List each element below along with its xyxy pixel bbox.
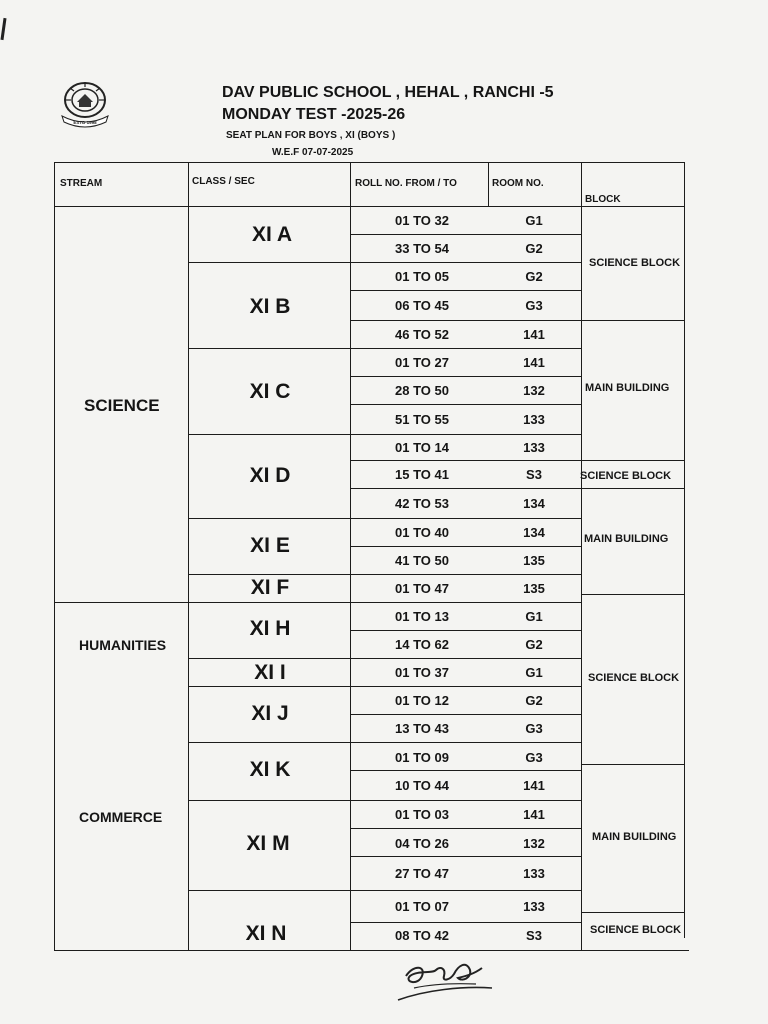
room-number: G3: [525, 298, 543, 313]
roll-range: 01 TO 14: [395, 440, 449, 455]
school-logo: [56, 78, 114, 128]
room-number: 132: [523, 383, 545, 398]
block-label: MAIN BUILDING: [584, 533, 669, 545]
roll-range: 01 TO 03: [395, 807, 449, 822]
block-label: MAIN BUILDING: [592, 831, 677, 843]
roll-range: 01 TO 37: [395, 665, 449, 680]
class-cell: XI H: [249, 617, 291, 640]
header-roll-no: ROLL NO. FROM / TO: [355, 178, 457, 189]
room-number: 141: [523, 807, 545, 822]
header-block: BLOCK: [585, 194, 621, 205]
room-number: 133: [523, 866, 545, 881]
roll-range: 51 TO 55: [395, 412, 449, 427]
room-number: 132: [523, 836, 545, 851]
roll-range: 01 TO 07: [395, 899, 449, 914]
logo-motto: ESTD 1998: [73, 120, 97, 125]
roll-range: 01 TO 13: [395, 609, 449, 624]
roll-range: 10 TO 44: [395, 778, 449, 793]
block-label: SCIENCE BLOCK: [580, 470, 672, 482]
room-number: S3: [526, 467, 542, 482]
stream-humanities: HUMANITIES: [79, 637, 167, 653]
class-cell: XI D: [249, 464, 291, 487]
seat-plan-subtitle: SEAT PLAN FOR BOYS , XI (BOYS ): [226, 130, 396, 141]
test-title: MONDAY TEST -2025-26: [222, 106, 406, 123]
page-edge-mark: [0, 18, 6, 40]
room-number: 141: [523, 327, 545, 342]
roll-range: 33 TO 54: [395, 241, 449, 256]
roll-range: 15 TO 41: [395, 467, 449, 482]
block-label: MAIN BUILDING: [585, 382, 670, 394]
roll-range: 04 TO 26: [395, 836, 449, 851]
roll-range: 41 TO 50: [395, 553, 449, 568]
room-number: G1: [525, 609, 543, 624]
room-number: G3: [525, 721, 543, 736]
room-number: 141: [523, 355, 545, 370]
class-cell: XI M: [246, 832, 290, 855]
signature: [392, 952, 502, 1004]
class-cell: XI J: [251, 702, 289, 725]
header-class-sec: CLASS / SEC: [192, 176, 255, 187]
header-stream: STREAM: [60, 178, 103, 189]
block-label: SCIENCE BLOCK: [588, 672, 680, 684]
roll-range: 01 TO 40: [395, 525, 449, 540]
stream-science: SCIENCE: [84, 396, 160, 415]
block-label: SCIENCE BLOCK: [590, 924, 682, 936]
school-name: DAV PUBLIC SCHOOL , HEHAL , RANCHI -5: [222, 84, 554, 101]
header-room-no: ROOM NO.: [492, 178, 544, 189]
class-cell: XI C: [249, 380, 291, 403]
room-number: 134: [523, 525, 545, 540]
room-number: G3: [525, 750, 543, 765]
room-number: G1: [525, 665, 543, 680]
stream-commerce: COMMERCE: [79, 809, 163, 825]
roll-range: 13 TO 43: [395, 721, 449, 736]
roll-range: 01 TO 27: [395, 355, 449, 370]
seat-plan-table: [54, 162, 686, 952]
class-cell: XI E: [250, 534, 290, 557]
room-number: G2: [525, 637, 543, 652]
roll-range: 01 TO 05: [395, 269, 449, 284]
roll-range: 01 TO 12: [395, 693, 449, 708]
roll-range: 06 TO 45: [395, 298, 449, 313]
room-number: 134: [523, 496, 545, 511]
roll-range: 42 TO 53: [395, 496, 449, 511]
class-cell: XI K: [249, 758, 291, 781]
roll-range: 01 TO 47: [395, 581, 449, 596]
room-number: 135: [523, 553, 545, 568]
class-cell: XI F: [250, 576, 290, 599]
block-label: SCIENCE BLOCK: [589, 257, 681, 269]
roll-range: 14 TO 62: [395, 637, 449, 652]
class-cell: XI I: [254, 661, 286, 684]
room-number: G1: [525, 213, 543, 228]
room-number: 133: [523, 412, 545, 427]
class-cell: XI B: [249, 295, 291, 318]
room-number: G2: [525, 693, 543, 708]
roll-range: 28 TO 50: [395, 383, 449, 398]
roll-range: 01 TO 32: [395, 213, 449, 228]
class-cell: XI N: [245, 922, 287, 945]
roll-range: 01 TO 09: [395, 750, 449, 765]
room-number: G2: [525, 269, 543, 284]
roll-range: 08 TO 42: [395, 928, 449, 943]
roll-range: 27 TO 47: [395, 866, 449, 881]
effective-date: W.E.F 07-07-2025: [272, 147, 354, 158]
roll-range: 46 TO 52: [395, 327, 449, 342]
room-number: 141: [523, 778, 545, 793]
room-number: S3: [526, 928, 542, 943]
room-number: G2: [525, 241, 543, 256]
room-number: 133: [523, 899, 545, 914]
room-number: 133: [523, 440, 545, 455]
room-number: 135: [523, 581, 545, 596]
class-cell: XI A: [251, 223, 293, 246]
